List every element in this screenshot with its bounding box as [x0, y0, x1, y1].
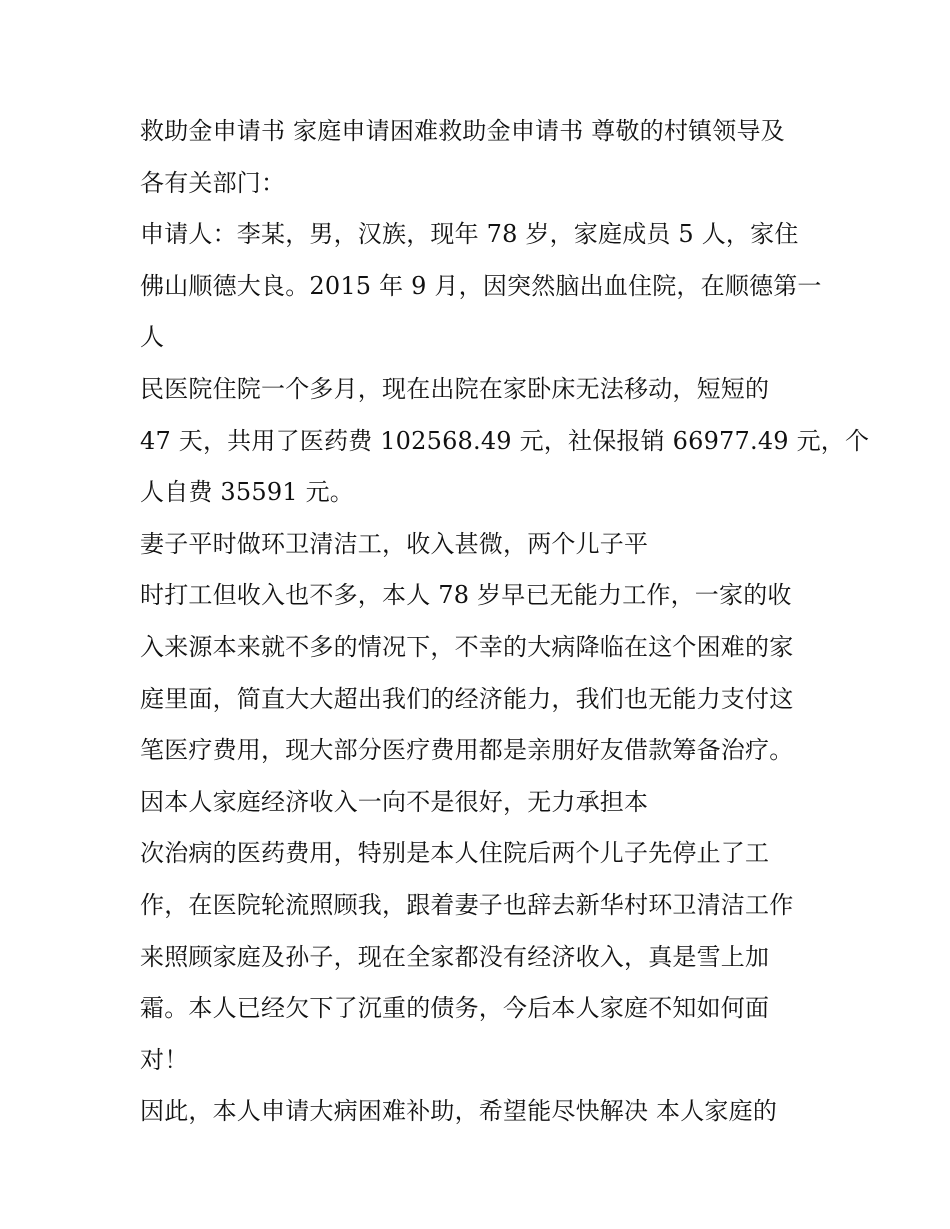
text-line: 入来源本来就不多的情况下，不幸的大病降临在这个困难的家	[140, 632, 794, 661]
text-line: 人	[140, 323, 165, 352]
text-line: 对！	[140, 1045, 189, 1074]
text-line: 救助金申请书 家庭申请困难救助金申请书 尊敬的村镇领导及	[140, 117, 785, 145]
text-line: 来照顾家庭及孙子，现在全家都没有经济收入，真是雪上加	[140, 942, 770, 971]
text-line: 时打工但收入也不多，本人 78 岁早已无能力工作，一家的收	[140, 581, 792, 610]
text-line: 47 天，共用了医药费 102568.49 元，社保报销 66977.49 元，个	[140, 426, 870, 455]
text-line: 霜。本人已经欠下了沉重的债务，今后本人家庭不知如何面	[140, 994, 770, 1023]
text-line: 次治病的医药费用，特别是本人住院后两个儿子先停止了工	[140, 839, 770, 868]
text-line: 作，在医院轮流照顾我，跟着妻子也辞去新华村环卫清洁工作	[140, 890, 794, 919]
text-line: 妻子平时做环卫清洁工，收入甚微，两个儿子平	[140, 529, 649, 558]
text-line: 民医院住院一个多月，现在出院在家卧床无法移动，短短的	[140, 374, 770, 403]
text-line: 申请人：李某，男，汉族，现年 78 岁，家庭成员 5 人，家住	[140, 220, 799, 249]
text-line: 因本人家庭经济收入一向不是很好，无力承担本	[140, 787, 649, 816]
text-line: 庭里面，简直大大超出我们的经济能力，我们也无能力支付这	[140, 684, 794, 713]
text-line: 各有关部门：	[140, 168, 286, 197]
text-line: 笔医疗费用，现大部分医疗费用都是亲朋好友借款筹备治疗。	[140, 736, 794, 765]
text-line: 佛山顺德大良。2015 年 9 月，因突然脑出血住院，在顺德第一	[140, 271, 822, 300]
text-line: 因此，本人申请大病困难补助，希望能尽快解决 本人家庭的	[140, 1097, 778, 1126]
text-line: 人自费 35591 元。	[140, 478, 355, 507]
document-body	[140, 106, 870, 1138]
